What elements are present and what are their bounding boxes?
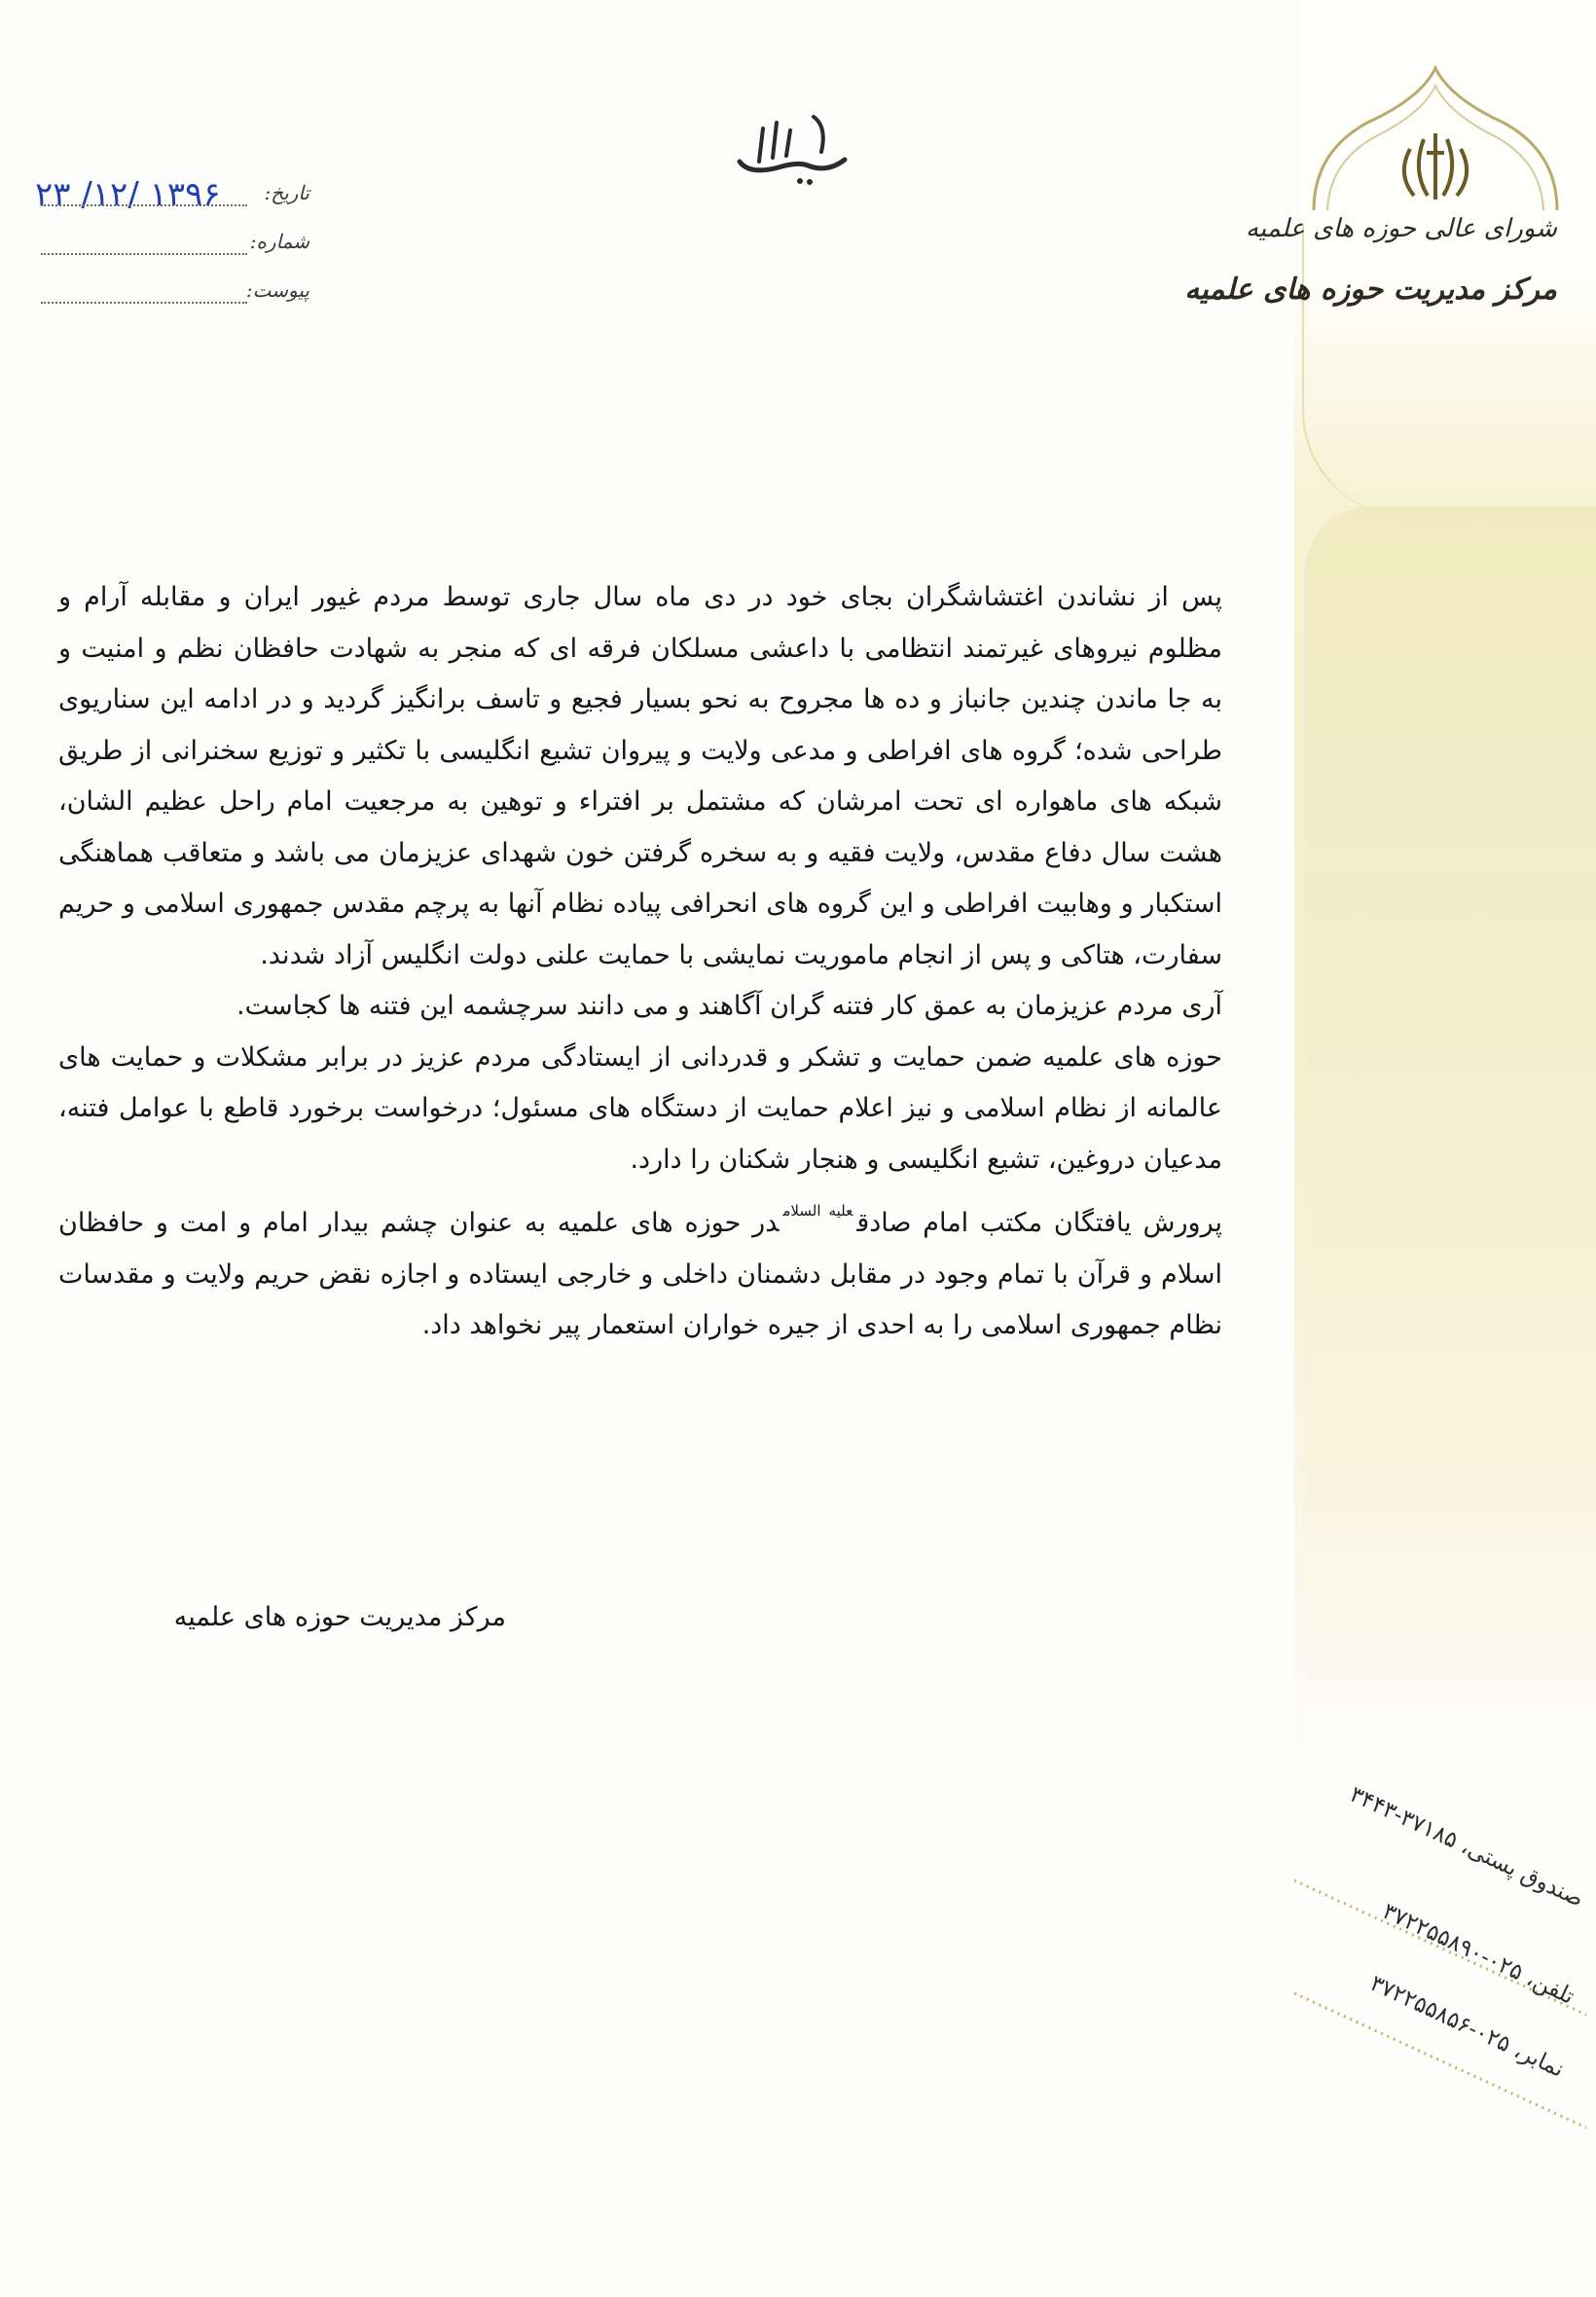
basmala-calligraphy-icon	[730, 107, 856, 195]
number-row	[35, 224, 317, 273]
basmala	[730, 107, 856, 195]
paragraph-4-end: در حوزه های علمیه به عنوان چشم بیدار امام و امت و حافظان اسلام و قرآن با تمام وجود در مقابل دشمنان داخلی و خارجی ایستاده و اجازه نقض حریم ولایت و مقدسات نظام جمهوری اسلامی را به احدی از جیره خواران استعمار پیر نخواهد داد.	[58, 1208, 1222, 1340]
paragraph-2: آری مردم عزیزمان به عمق کار فتنه گران آگاهند و می دانند سرچشمه این فتنه ها کجاست.	[236, 991, 1222, 1021]
letter-meta	[35, 175, 317, 321]
iran-emblem-icon	[1294, 64, 1577, 356]
number-line	[41, 253, 247, 255]
date-row	[35, 175, 317, 224]
date-label: تاریخ:	[264, 181, 309, 204]
attachment-line	[41, 302, 247, 304]
attachment-label: پیوست:	[245, 278, 309, 302]
paragraph-4	[58, 1185, 1222, 1352]
band-notch	[1304, 506, 1596, 1723]
phone: تلفن، ۰۲۵-۳۷۲۲۵۵۸۹۰	[1378, 1898, 1578, 2010]
paragraph-3: حوزه های علمیه ضمن حمایت و تشکر و قدردانی از ایستادگی مردم عزیز در برابر مشکلات و حمایت های عالمانه از نظام اسلامی و نیز اعلام حمایت از دستگاه های مسئول؛ درخواست برخورد قاطع با عوامل فتنه، مدعیان دروغین، تشیع انگلیسی و هنجار شکنان را دارد.	[58, 1041, 1222, 1175]
fax: نمابر، ۰۲۵-۳۷۲۲۵۵۸۵۶	[1366, 1970, 1569, 2083]
paragraph-4-start: پرورش یافتگان مکتب امام صادق	[856, 1208, 1222, 1238]
number-label: شماره:	[249, 230, 309, 253]
letter-body	[58, 572, 1222, 1352]
postal-info	[1294, 1781, 1588, 2170]
po-box: صندوق پستی، ۳۷۱۸۵-۳۴۴۳	[1346, 1781, 1588, 1913]
emblem-frame	[1294, 64, 1577, 356]
center-name: مرکز مدیریت حوزه های علمیه	[1184, 273, 1557, 307]
date-line	[41, 204, 247, 206]
date-value: ۱۳۹۶ /۱۲/ ۲۳	[35, 175, 221, 214]
paragraph-1: پس از نشاندن اغتشاشگران بجای خود در دی ماه سال جاری توسط مردم غیور ایران و مقابله آرام و مظلوم نیروهای غیرتمند انتظامی با داعشی مسلکان فرقه ای که منجر به شهادت حافظان نظم و امنیت و به جا ماندن چندین جانباز و ده ها مجروح به نحو بسیار فجیع و تاسف برانگیز گردید و در ادامه این سناریوی طراحی شده؛ گروه های افراطی و مدعی ولایت و پیروان تشیع انگلیسی با تکثیر و توزیع سخنرانی از طریق شبکه های ماهواره ای تحت امرشان که مشتمل بر افتراء و توهین به مرجعیت امام راحل عظیم الشان، هشت سال دفاع مقدس، ولایت فقیه و به سخره گرفتن خون شهدای عزیزمان می باشد و متعاقب هماهنگی استکبار و وهابیت افراطی و این گروه های انحرافی پیاده نظام آنها به پرچم مقدس جمهوری اسلامی و حریم سفارت، هتاکی و پس از انجام ماموریت نمایشی با حمایت علنی دولت انگلیس آزاد شدند.	[58, 582, 1222, 970]
honorific: علیه السلام	[782, 1202, 853, 1220]
signature: مرکز مدیریت حوزه های علمیه	[173, 1602, 506, 1632]
council-name: شورای عالی حوزه های علمیه	[1245, 214, 1557, 243]
attachment-row	[35, 273, 317, 321]
